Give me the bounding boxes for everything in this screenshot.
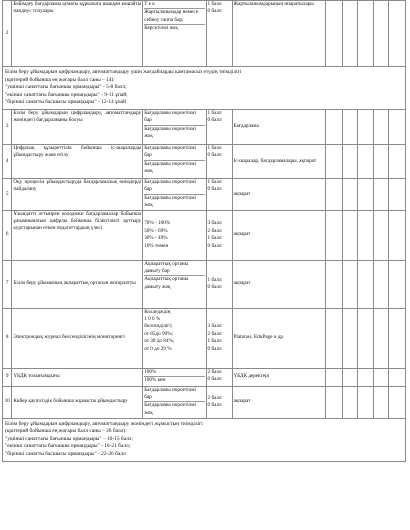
table-row: [3, 368, 406, 386]
document-cell: ақпарат: [232, 260, 325, 308]
score-cell: [206, 368, 232, 386]
score-cell: [206, 1, 232, 67]
summary-line: Білім беру ұйымдарын цифрландыру, автоматтандыру үшін жағдайларды қамтамасыз етудің тиімділігі: [5, 69, 242, 75]
score-line: 2 балл: [207, 394, 222, 401]
score-line: 1 балл: [207, 276, 222, 283]
indicator-line: Керсетілмі жоқ: [144, 25, 178, 32]
row-number: 9: [3, 368, 12, 386]
document-cell: Іс-шаралар, бағдарламалары, ақпарат: [232, 144, 325, 178]
indicator-line: Ақпараттық ортаны дамыту бар: [144, 261, 204, 277]
table-row: [3, 308, 406, 368]
indicator-cell: [143, 144, 206, 178]
table-row: [3, 260, 406, 308]
criterion-text: Электрондық журнал белсенділігінің мониторингі: [12, 308, 143, 368]
indicator-cell: [143, 386, 206, 418]
document-cell: Platonus, EduPage и др.: [232, 308, 325, 368]
score-line: 0 балл: [207, 8, 222, 15]
score-line: 2 балл: [207, 368, 222, 375]
summary-line: Білім беру ұйымдарын цифрландыру, автоматтандыру жоніндегі жұмыстың тиімділігі: [5, 420, 203, 427]
indicator-line: Бағдарламы нороетілмі бар: [144, 145, 204, 161]
row-number: 10: [3, 386, 12, 418]
indicator-line: Т е к: [144, 1, 204, 9]
row-number: 8: [3, 308, 12, 368]
row-number: 5: [3, 178, 12, 210]
indicator-line: от 0 до 29 %: [144, 345, 172, 352]
summary-line: "ушінші санаттағы бағыншы ормандыры" - 5-8 балл;: [5, 84, 127, 91]
score-line: 3 балл: [207, 323, 222, 330]
score-line: 0 балл: [207, 117, 222, 124]
document-cell: Жартыланымдарының ниаратылары: [232, 1, 325, 67]
summary-line: "ушінші санаттағы бағыншы ормандыры" – 10-15 балл;: [5, 435, 133, 442]
criterion-text: Ұзындатті оғтынрен колоднжн багдарламалар бойынша ұжымнынатын цифрлы бойынша біліктілікті арттыру курстарынан өткен педагогтардың үлесі: [12, 210, 143, 260]
table-row: [3, 210, 406, 260]
indicator-cell: [143, 178, 206, 210]
criterion-text: Бейімдеу бағдарламы аумағы құрылыға шыққан кошайты пандиус толулары: [12, 1, 143, 67]
score-line: 0 балл: [207, 402, 222, 409]
score-cell: [206, 260, 232, 308]
score-line: 0 балл: [207, 376, 222, 382]
indicator-line: от 30 до 84%;: [144, 338, 175, 345]
indicator-line: Бағдарламы нороетілмі жоқ: [144, 402, 196, 416]
indicator-line: 1 0 0 %: [144, 316, 161, 322]
score-line: 2 балл: [207, 227, 222, 234]
score-line: 0 балл: [207, 345, 222, 352]
section-summary: [3, 418, 406, 461]
indicator-cell: [143, 109, 206, 144]
score-line: 1 балл: [207, 178, 222, 185]
document-page: [2, 0, 406, 462]
score-line: 0 балл: [207, 242, 222, 249]
score-line: 1 балл: [207, 1, 222, 7]
row-number: 3: [3, 109, 12, 144]
indicator-line: 70% - 100%: [144, 220, 171, 227]
indicator-line: от 85до 99%;: [144, 330, 173, 337]
indicator-line: Колледждің: [144, 308, 171, 315]
score-line: 1 балл: [207, 109, 222, 116]
summary-line: "екінші санаттағы бағыншы ормандыры" - 9-11 ұпай;: [5, 91, 128, 98]
document-cell: ақпарат: [232, 386, 325, 418]
score-line: 3 балл: [207, 220, 222, 227]
indicator-line: 50% - 69%: [144, 227, 168, 234]
summary-line: "бірінші санатты басшысы ормандыры" - 22-26 балл: [5, 450, 126, 457]
indicator-line: Бағдарламы нороетілмі бар: [144, 110, 204, 126]
score-cell: [206, 144, 232, 178]
score-cell: [206, 109, 232, 144]
row-number: 4: [3, 144, 12, 178]
score-cell: [206, 210, 232, 260]
table-row: [3, 109, 406, 144]
score-line: 0 балл: [207, 284, 222, 291]
criterion-text: Оқу процесін ұйымдастыруда бағдарламалық өнімдерді пайдалану: [12, 178, 143, 210]
indicator-line: 30% - 49%: [144, 235, 168, 242]
row-number: 7: [3, 260, 12, 308]
score-line: 2 балл: [207, 330, 222, 337]
table-row: [3, 1, 406, 67]
score-cell: [206, 178, 232, 210]
indicator-line: 100% кем: [144, 377, 166, 383]
table-row: [3, 144, 406, 178]
criterion-text: ҮБДК толығымдығы: [12, 368, 143, 386]
score-line: 0 балл: [207, 186, 222, 193]
table-row: [3, 178, 406, 210]
summary-line: "екінші санаттағы бағыншы ормандыры" - 16-21 балл;: [5, 443, 131, 450]
section-summary: [3, 67, 406, 110]
document-cell: ақпарат: [232, 210, 325, 260]
score-cell: [206, 308, 232, 368]
document-cell: Бағдарлама: [232, 109, 325, 144]
score-line: 1 балл: [207, 235, 222, 242]
indicator-cell: [143, 210, 206, 260]
indicator-cell: [143, 368, 206, 386]
indicator-cell: [143, 1, 206, 67]
score-line: 1 балл: [207, 144, 222, 151]
summary-line: "бірінші санатты басшысы ормандыры" - 12-14 ұпай: [5, 99, 126, 106]
row-number: 6: [3, 210, 12, 260]
row-number: 2: [3, 1, 12, 67]
document-cell: ҮБДК деректері: [232, 368, 325, 386]
score-line: 1 балл: [207, 338, 222, 345]
score-line: 0 балл: [207, 152, 222, 159]
indicator-line: Бағдарламы нороетілмі бар: [144, 387, 204, 403]
summary-line: (критерий бойынша ең жоғары балл саны – 14):: [5, 76, 115, 83]
criteria-table: [2, 0, 406, 462]
criterion-text: Цифрлық құзыреттілік бойынша іс-шараларды ұйымдастыру және өтілу: [12, 144, 143, 178]
criterion-text: Білім беру ұйымдарын цифрландыру, автоматтандыру жоніндегі бағдарламаны болуы: [12, 109, 143, 144]
criterion-text: Білім беру ұйымының ақпараттық ортасын жоғарлатуы: [12, 260, 143, 308]
document-cell: ақпарат: [232, 178, 325, 210]
table-row: [3, 386, 406, 418]
indicator-line: 100%: [144, 369, 204, 377]
indicator-line: 10% төмен: [144, 242, 169, 249]
indicator-line: Бағдарламы нороетілмі жоқ: [144, 194, 196, 209]
criterion-text: Кибер қауіпсіздік бойынша жұмысты ұйымдастыру: [12, 386, 143, 418]
indicator-line: Бағдарламы нороетілмі жоқ: [144, 160, 196, 175]
indicator-cell: [143, 308, 206, 368]
indicator-line: Бағдарламы нороетілмі бар: [144, 179, 204, 195]
indicator-line: Жартыланымдар немесе сейноу таппа бар;: [144, 9, 204, 25]
score-cell: [206, 386, 232, 418]
summary-line: (критерий бойынша ең жоғары балл саны – 26 балл):: [5, 428, 127, 435]
indicator-line: Ақпараттық ортаны дамыту жоқ: [144, 276, 189, 290]
indicator-line: Бағдарламы нороетілмі жоқ: [144, 125, 196, 140]
indicator-line: белсенділігі;: [144, 323, 173, 330]
indicator-cell: [143, 260, 206, 308]
